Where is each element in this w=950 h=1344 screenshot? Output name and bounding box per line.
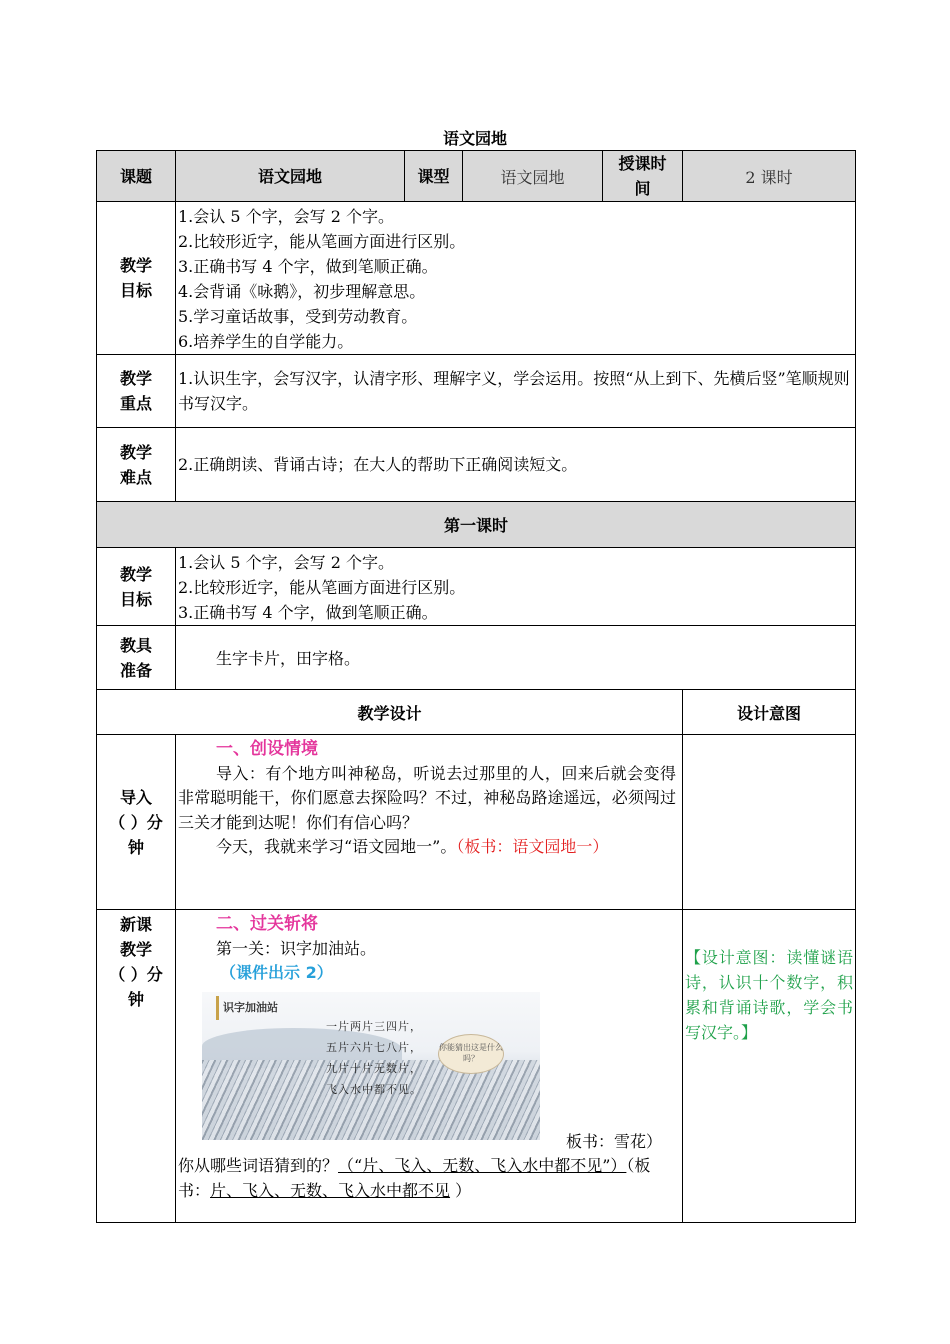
new-lesson-label-line: 教学 (119, 940, 152, 959)
document-title: 语文园地 (442, 129, 507, 148)
key-points-row (97, 355, 856, 428)
tools-label: 教具准备 (97, 626, 176, 690)
board-note: （板书：语文园地一） (456, 837, 609, 856)
lesson1-goals-row (97, 548, 856, 626)
goal-item: 1.会认 5 个字，会写 2 个字。 (178, 553, 394, 572)
new-lesson-label-line: 钟 (127, 990, 144, 1009)
intro-label (97, 735, 176, 910)
new-lesson-heading: 二、过关斩将 (216, 914, 318, 934)
new-lesson-label (97, 910, 176, 1223)
new-lesson-label-line: （ ）分 (109, 965, 163, 984)
header-row (97, 151, 856, 202)
new-lesson-label-line: 新课 (119, 915, 152, 934)
intro-label-line: 钟 (127, 837, 144, 857)
intro-label-line: （ ）分 (109, 812, 163, 832)
goal-item: 3.正确书写 4 个字，做到笔顺正确。 (178, 257, 438, 276)
goal-item: 5.学习童话故事，受到劳动教育。 (178, 307, 418, 326)
intent-label: 设计意图 (683, 690, 856, 735)
lesson1-title-row (97, 502, 856, 548)
poem-line: 飞入水中都不见。 (326, 1082, 422, 1096)
goal-item: 3.正确书写 4 个字，做到笔顺正确。 (178, 603, 438, 622)
topic-label: 课题 (97, 151, 176, 202)
guess-line: 板书：雪花） (565, 1131, 662, 1151)
new-lesson-intent: 【设计意图：读懂谜语诗，认识十个数字，积累和背诵诗歌，学会书写汉字。】 (683, 910, 856, 1223)
key-points-label: 教学重点 (97, 355, 176, 428)
poem-line: 一片两片三四片， (326, 1019, 422, 1033)
goals-list (176, 202, 856, 355)
tools-text: 生字卡片，田字格。 (176, 626, 856, 690)
poem-line: 九片十片无数片， (326, 1061, 422, 1075)
topic-value: 语文园地 (176, 151, 405, 202)
goal-item: 2.比较形近字，能从笔画方面进行区别。 (178, 232, 466, 251)
time-value: 2 课时 (683, 151, 856, 202)
difficulties-text: 2.正确朗读、背诵古诗；在大人的帮助下正确阅读短文。 (176, 428, 856, 502)
key-points-text: 1.认识生字，会写汉字，认清字形、理解字义，学会运用。按照“从上到下、先横后竖”笔顺规则书写汉字。 (176, 355, 856, 428)
tools-row (97, 626, 856, 690)
time-label: 授课时间 (603, 151, 683, 202)
intro-content (176, 735, 683, 910)
design-label: 教学设计 (97, 690, 683, 735)
question-paragraph (178, 1154, 676, 1203)
new-lesson-content (176, 910, 683, 1223)
intro-text: 今天，我就来学习“语文园地一”。 (216, 837, 457, 856)
speech-bubble: 你能猜出这是什么吗？ (438, 1034, 504, 1074)
question-text: 你从哪些词语猜到的？ (178, 1156, 339, 1175)
courseware-note: （课件出示 2） (220, 963, 333, 982)
courseware-illustration (202, 992, 540, 1140)
goal-item: 4.会背诵《咏鹅》，初步理解意思。 (178, 282, 426, 301)
stage-one: 第一关：识字加油站。 (216, 938, 377, 958)
goals-row (97, 202, 856, 355)
intro-board-paragraph (178, 835, 676, 860)
intro-paragraph: 导入：有个地方叫神秘岛，听说去过那里的人，回来后就会变得非常聪明能干，你们愿意去探险吗？不过，神秘岛路途遥远，必须闯过三关才能到达呢！你们有信心吗？ (178, 763, 676, 832)
type-label: 课型 (405, 151, 463, 202)
goal-item: 2.比较形近字，能从笔画方面进行区别。 (178, 578, 466, 597)
board-words: 片、飞入、无数、飞入水中都不见 (210, 1180, 451, 1200)
intro-row (97, 735, 856, 910)
board-suffix: ） (450, 1180, 472, 1200)
answer-text: （“片、飞入、无数、飞入水中都不见”） (338, 1156, 627, 1175)
lesson-plan-table (96, 150, 856, 1223)
goals-label: 教学目标 (97, 202, 176, 355)
intro-heading: 一、创设情境 (216, 739, 318, 759)
new-lesson-row (97, 910, 856, 1223)
difficulties-row (97, 428, 856, 502)
lesson1-goals-list (176, 548, 856, 626)
goal-item: 6.培养学生的自学能力。 (178, 332, 354, 351)
intro-label-line: 导入 (119, 787, 152, 807)
type-value: 语文园地 (463, 151, 603, 202)
board-prefix: （板书： (178, 1156, 651, 1200)
design-header-row (97, 690, 856, 735)
lesson1-goals-label: 教学目标 (97, 548, 176, 626)
lesson1-title: 第一课时 (97, 502, 856, 548)
riddle-poem (326, 1016, 422, 1100)
illustration-tag: 识字加油站 (216, 996, 278, 1021)
goal-item: 1.会认 5 个字，会写 2 个字。 (178, 207, 394, 226)
poem-line: 五片六片七八片， (326, 1040, 422, 1054)
intro-intent (683, 735, 856, 910)
difficulties-label: 教学难点 (97, 428, 176, 502)
